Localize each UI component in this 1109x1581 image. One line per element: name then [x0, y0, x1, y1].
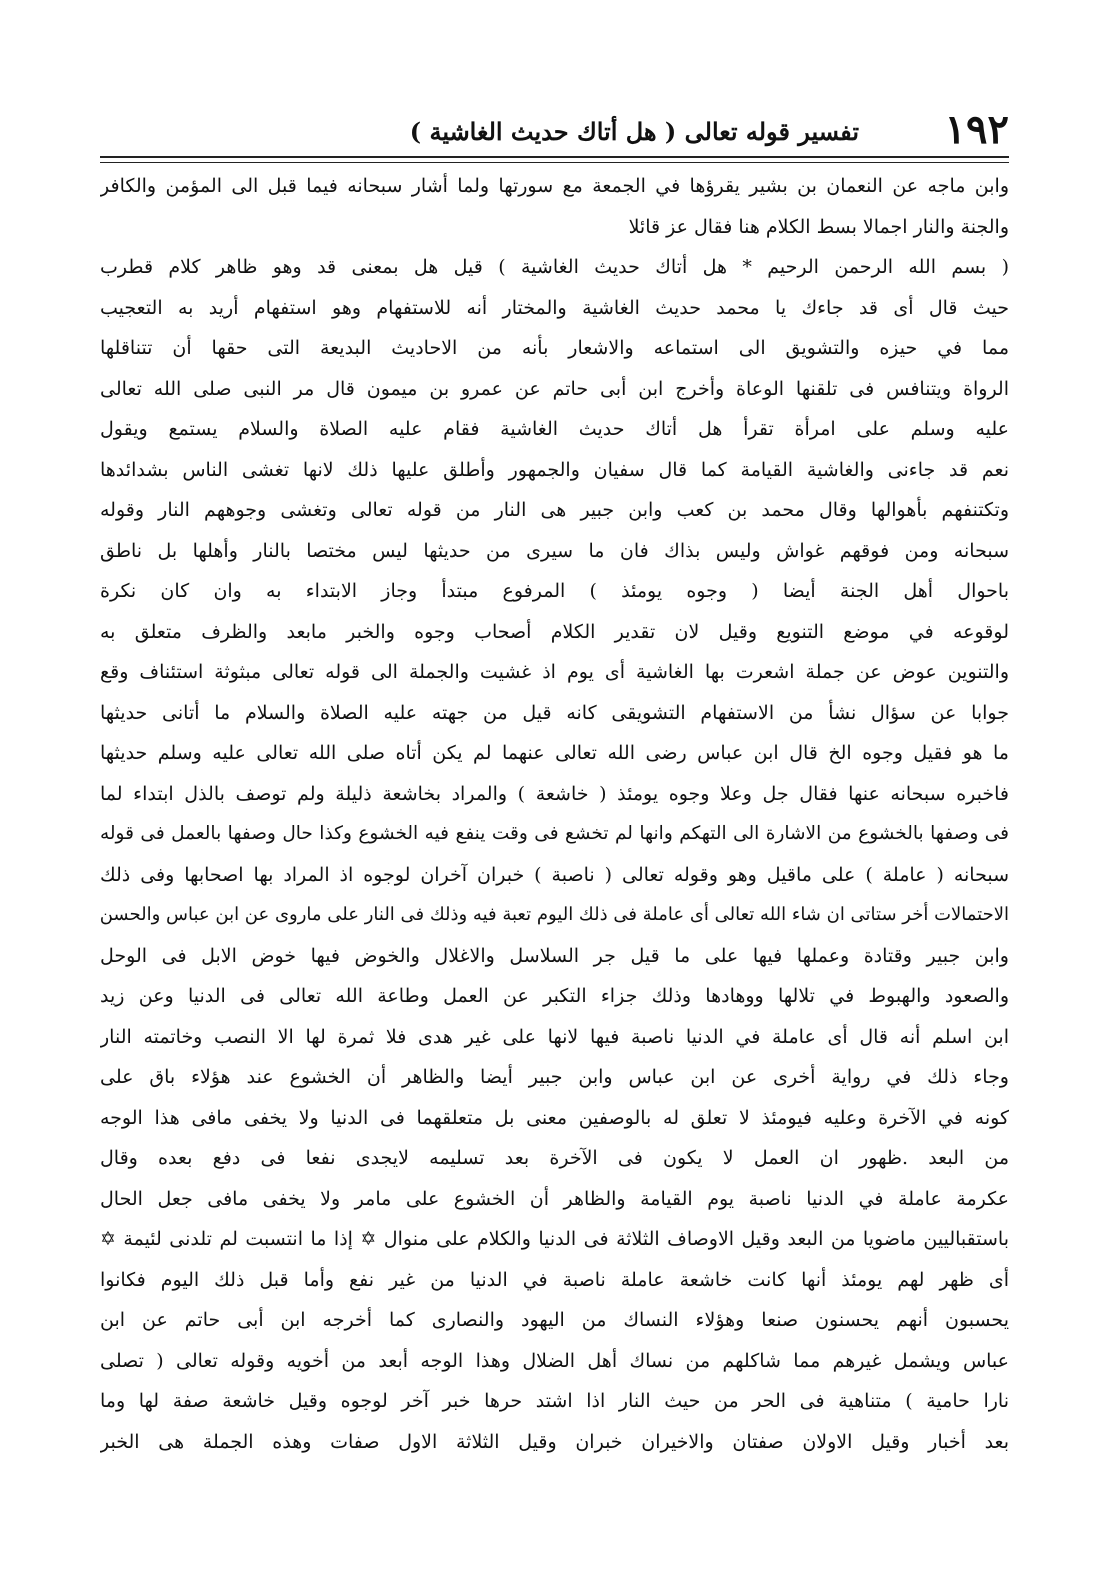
- text-line: مما في حيزه والتشويق الى استماعه والاشعار بأنه من الاحاديث البديعة التى حقها أن تتناقلها: [100, 337, 1009, 359]
- text-line: يحسبون أنهم يحسنون صنعا وهؤلاء النساك من اليهود والنصارى كما أخرجه ابن أبى حاتم عن ابن: [100, 1309, 1009, 1331]
- text-line: ( بسم الله الرحمن الرحيم * هل أتاك حديث الغاشية ) قيل هل بمعنى قد وهو ظاهر كلام قطرب: [100, 256, 1009, 278]
- text-line: فى وصفها بالخشوع من الاشارة الى التهكم وانها لم تخشع فى وقت ينفع فيه الخشوع وكذا حال وصفها بالعمل فى قوله: [100, 823, 1009, 844]
- text-line: نارا حامية ) متناهية فى الحر من حيث النار اذا اشتد حرها خبر آخر لوجوه وقيل خاشعة صفة لها وما: [100, 1390, 1009, 1412]
- page-header: [250, 104, 1009, 156]
- text-line: وابن جبير وقتادة وعملها فيها على ما قيل جر السلاسل والاغلال والخوض فيها خوض الابل فى الوحل: [100, 944, 1009, 967]
- text-line: كونه في الآخرة وعليه فيومئذ لا تعلق له بالوصفين معنى بل متعلقهما فى الدنيا ولا يخفى مافى هذا الوجه: [100, 1106, 1009, 1129]
- header-rule-thin: [100, 162, 1009, 163]
- running-title: تفسير قوله تعالى ( هل أتاك حديث الغاشية ): [409, 117, 859, 146]
- text-line: والصعود والهبوط في تلالها ووهادها وذلك جزاء التكبر عن العمل وطاعة الله تعالى فى الدنيا وعن زيد: [100, 985, 1009, 1007]
- text-line: والجنة والنار اجمالا بسط الكلام هنا فقال عز قائلا: [628, 215, 1009, 238]
- text-line: باستقباليين ماضويا من البعد وقيل الاوصاف الثلاثة فى الدنيا والكلام على منوال ✡ إذا ما انتسبت لم تلدنى لئيمة ✡: [100, 1228, 1009, 1250]
- text-line: عكرمة عاملة في الدنيا ناصبة يوم القيامة والظاهر أن الخشوع على مامر ولا يخفى مافى جعل الحال: [100, 1187, 1009, 1210]
- text-line: حيث قال أى قد جاءك يا محمد حديث الغاشية والمختار أنه للاستفهام وهو استفهام أريد به التعجيب: [100, 296, 1009, 319]
- text-line: وتكتنفهم بأهوالها وقال محمد بن كعب وابن جبير هى النار من قوله تعالى وتغشى وجوههم النار وقوله: [100, 499, 1009, 521]
- text-line: وجاء ذلك في رواية أخرى عن ابن عباس وابن جبير أيضا والظاهر أن الخشوع عند هؤلاء باق على: [100, 1066, 1009, 1088]
- text-line: سبحانه ( عاملة ) على ماقيل وهو وقوله تعالى ( ناصبة ) خبران آخران لوجوه اذ المراد بها اصحابها وفى ذلك: [100, 863, 1009, 886]
- text-line: أى ظهر لهم يومئذ أنها كانت خاشعة عاملة ناصبة في الدنيا من غير نفع وأما قبل ذلك اليوم فكانوا: [100, 1268, 1009, 1291]
- text-line: ما هو فقيل وجوه الخ قال ابن عباس رضى الله تعالى عنهما لم يكن أتاه صلى الله تعالى عليه وسلم حديثها: [100, 742, 1009, 764]
- text-line: الاحتمالات أخر ستاتى ان شاء الله تعالى أى عاملة فى ذلك اليوم تعبة فيه وذلك فى النار على ماروى عن ابن عباس والحسن: [100, 904, 1009, 925]
- text-line: نعم قد جاءنى والغاشية القيامة كما قال سفيان والجمهور وأطلق عليها ذلك لانها تغشى الناس بشدائدها: [100, 458, 1009, 481]
- text-line: بعد أخبار وقيل الاولان صفتان والاخيران خبران وقيل الثلاثة الاول صفات وهذه الجملة هى الخبر: [100, 1430, 1009, 1453]
- text-line: سبحانه ومن فوقهم غواش وليس بذاك فان ما سيرى من حديثها ليس مختصا بالنار وأهلها بل ناطق: [100, 539, 1009, 562]
- text-line: باحوال أهل الجنة أيضا ( وجوه يومئذ ) المرفوع مبتدأ وجاز الابتداء به وان كان نكرة: [100, 580, 1009, 602]
- text-line: جوابا عن سؤال نشأ من الاستفهام التشويقى كانه قيل من جهته عليه الصلاة والسلام ما أتانى حديثها: [100, 701, 1009, 724]
- body-text: [100, 166, 1009, 1462]
- page-number: ١٩٢: [944, 106, 1009, 153]
- text-line: عباس ويشمل غيرهم مما شاكلهم من نساك أهل الضلال وهذا الوجه أبعد من أخويه وقوله تعالى ( تصلى: [100, 1349, 1009, 1372]
- text-line: وابن ماجه عن النعمان بن بشير يقرؤها في الجمعة مع سورتها ولما أشار سبحانه فيما قبل الى المؤمن والكافر: [100, 175, 1009, 197]
- text-line: والتنوين عوض عن جملة اشعرت بها الغاشية أى يوم اذ غشيت والجملة الى قوله تعالى مبثوثة استئناف وقع: [100, 661, 1009, 683]
- text-line: عليه وسلم على امرأة تقرأ هل أتاك حديث الغاشية فقام عليه الصلاة والسلام يستمع ويقول: [100, 418, 1009, 440]
- text-line: لوقوعه في موضع التنويع وقيل لان تقدير الكلام أصحاب وجوه والخبر مابعد والظرف متعلق به: [100, 620, 1009, 643]
- text-line: من البعد .ظهور ان العمل لا يكون فى الآخرة بعد تسليمه لايجدى نفعا فى دفع بعده وقال: [100, 1147, 1009, 1169]
- text-line: فاخبره سبحانه عنها فقال جل وعلا وجوه يومئذ ( خاشعة ) والمراد بخاشعة ذليلة ولم توصف بالذل ابتداء لما: [100, 782, 1009, 805]
- header-rule: [100, 156, 1009, 158]
- text-line: الرواة ويتنافس فى تلقنها الوعاة وأخرج ابن أبى حاتم عن عمرو بن ميمون قال مر النبى صلى الله تعالى: [100, 377, 1009, 400]
- text-line: ابن اسلم أنه قال أى عاملة في الدنيا ناصبة فيها لانها على غير هدى فلا ثمرة لها الا النصب وخاتمته النار: [100, 1025, 1009, 1048]
